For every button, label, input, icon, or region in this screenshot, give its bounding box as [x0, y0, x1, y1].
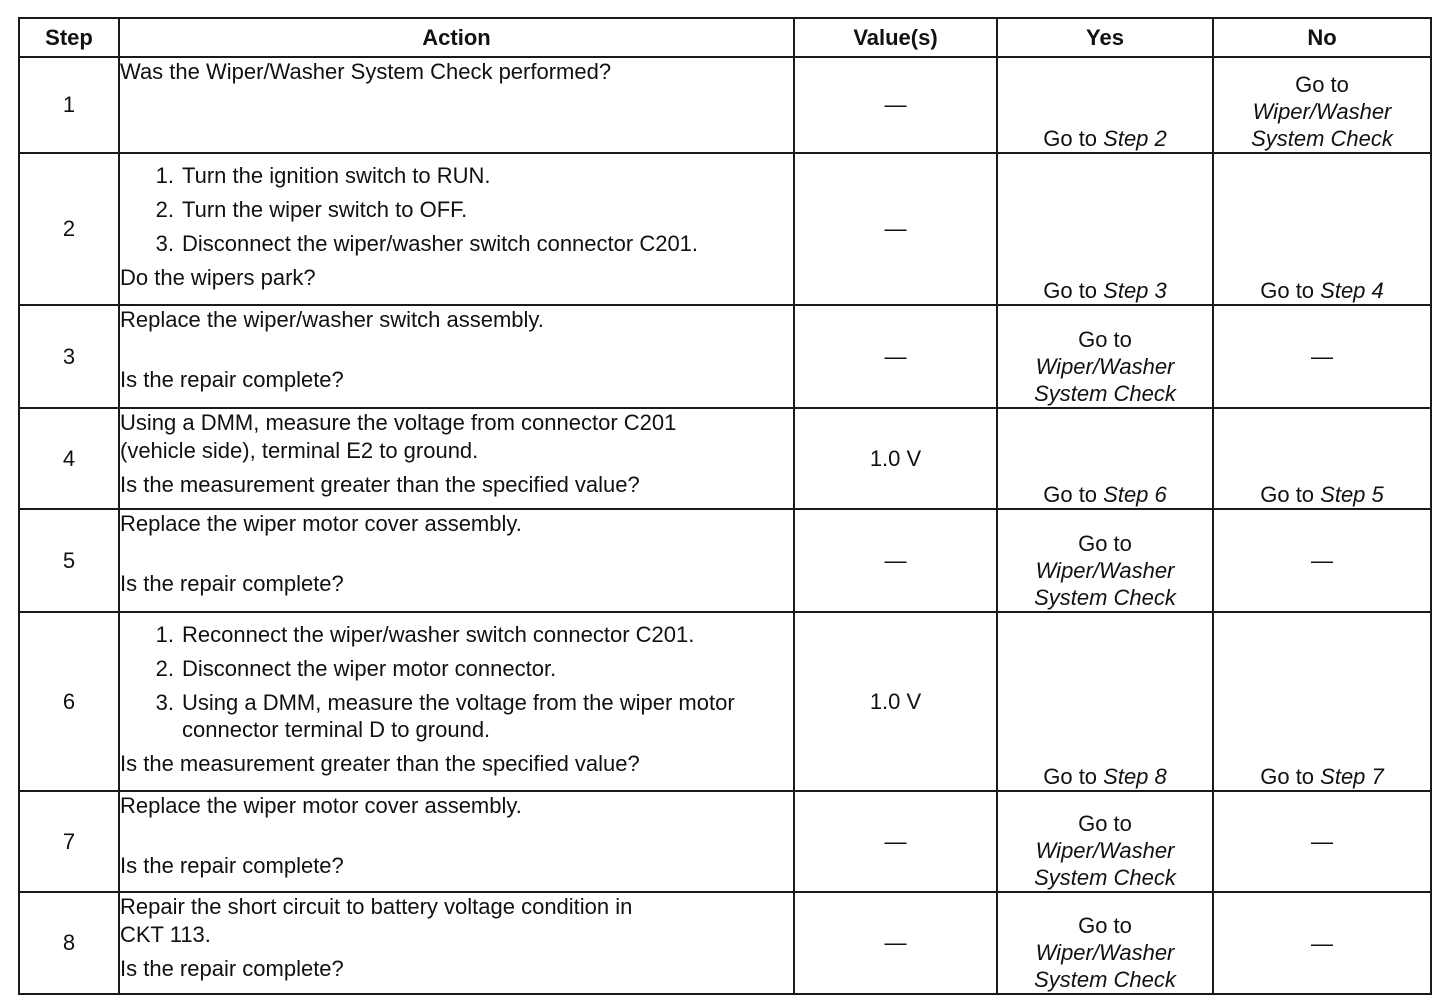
- action-cell: [119, 305, 794, 408]
- action-cell: [119, 892, 794, 994]
- question-text: Is the repair complete?: [120, 367, 344, 392]
- go-to-prefix: Go to: [1078, 811, 1132, 836]
- action-text: Replace the wiper motor cover assembly.: [120, 511, 522, 536]
- system-check-link[interactable]: System Check: [1034, 967, 1176, 992]
- step-link[interactable]: Step 3: [1103, 278, 1167, 303]
- go-to-prefix: Go to: [1078, 531, 1132, 556]
- yes-cell: [997, 509, 1213, 612]
- no-cell: [1213, 153, 1431, 305]
- substep-list: [120, 621, 793, 743]
- step-number: 4: [19, 408, 119, 509]
- yes-cell: [997, 305, 1213, 408]
- no-cell: —: [1213, 791, 1431, 892]
- header-action: Action: [119, 18, 794, 57]
- list-item: 1. Reconnect the wiper/washer switch connector C201.: [155, 622, 695, 647]
- yes-cell: [997, 153, 1213, 305]
- header-row: [19, 18, 1431, 57]
- header-no: No: [1213, 18, 1431, 57]
- system-check-link[interactable]: Wiper/Washer: [1035, 838, 1175, 863]
- list-item: 2. Turn the wiper switch to OFF.: [155, 197, 468, 222]
- diagnostic-table: [18, 17, 1432, 995]
- step-number: 7: [19, 791, 119, 892]
- no-cell: [1213, 408, 1431, 509]
- action-cell: [119, 57, 794, 153]
- go-to-prefix: Go to: [1078, 327, 1132, 352]
- value-cell: —: [794, 892, 997, 994]
- value-cell: —: [794, 509, 997, 612]
- no-cell: —: [1213, 892, 1431, 994]
- step-link[interactable]: Step 5: [1320, 482, 1384, 507]
- header-yes: Yes: [997, 18, 1213, 57]
- question-text: Is the measurement greater than the specified value?: [120, 472, 640, 497]
- no-cell: —: [1213, 509, 1431, 612]
- action-cell: [119, 509, 794, 612]
- go-to-prefix: Go to: [1043, 126, 1104, 151]
- action-text: (vehicle side), terminal E2 to ground.: [120, 438, 479, 463]
- action-cell: [119, 791, 794, 892]
- table-row: [19, 408, 1431, 509]
- action-text: Using a DMM, measure the voltage from connector C201: [120, 410, 677, 435]
- go-to-prefix: Go to: [1295, 72, 1349, 97]
- table-row: [19, 57, 1431, 153]
- go-to-prefix: Go to: [1078, 913, 1132, 938]
- go-to-prefix: Go to: [1043, 764, 1104, 789]
- table-row: [19, 791, 1431, 892]
- system-check-link[interactable]: System Check: [1034, 865, 1176, 890]
- action-text: Was the Wiper/Washer System Check performed?: [120, 59, 612, 84]
- no-cell: [1213, 57, 1431, 153]
- question-text: Is the measurement greater than the specified value?: [120, 751, 640, 776]
- table-row: [19, 153, 1431, 305]
- system-check-link[interactable]: System Check: [1034, 381, 1176, 406]
- list-item: 3. Disconnect the wiper/washer switch connector C201.: [155, 231, 699, 256]
- table-row: [19, 612, 1431, 791]
- step-number: 1: [19, 57, 119, 153]
- step-link[interactable]: Step 8: [1103, 764, 1167, 789]
- step-link[interactable]: Step 6: [1103, 482, 1167, 507]
- question-text: Is the repair complete?: [120, 853, 344, 878]
- go-to-prefix: Go to: [1260, 764, 1321, 789]
- list-item: 3. Using a DMM, measure the voltage from the wiper motor connector terminal D to ground.: [155, 690, 735, 742]
- system-check-link[interactable]: System Check: [1251, 126, 1393, 151]
- step-link[interactable]: Step 4: [1320, 278, 1384, 303]
- no-cell: —: [1213, 305, 1431, 408]
- table-row: [19, 892, 1431, 994]
- step-link[interactable]: Step 7: [1320, 764, 1384, 789]
- yes-cell: [997, 791, 1213, 892]
- yes-cell: [997, 612, 1213, 791]
- table-row: [19, 509, 1431, 612]
- no-cell: [1213, 612, 1431, 791]
- step-link[interactable]: Step 2: [1103, 126, 1167, 151]
- go-to-prefix: Go to: [1260, 278, 1321, 303]
- action-cell: [119, 408, 794, 509]
- step-number: 6: [19, 612, 119, 791]
- system-check-link[interactable]: Wiper/Washer: [1252, 99, 1392, 124]
- step-number: 3: [19, 305, 119, 408]
- yes-cell: [997, 408, 1213, 509]
- system-check-link[interactable]: Wiper/Washer: [1035, 940, 1175, 965]
- value-cell: 1.0 V: [794, 408, 997, 509]
- action-text: Replace the wiper/washer switch assembly.: [120, 307, 544, 332]
- system-check-link[interactable]: System Check: [1034, 585, 1176, 610]
- value-cell: —: [794, 57, 997, 153]
- value-cell: 1.0 V: [794, 612, 997, 791]
- substep-list: [120, 162, 793, 257]
- system-check-link[interactable]: Wiper/Washer: [1035, 558, 1175, 583]
- action-cell: [119, 612, 794, 791]
- table-row: [19, 305, 1431, 408]
- yes-cell: [997, 57, 1213, 153]
- action-text: Replace the wiper motor cover assembly.: [120, 793, 522, 818]
- action-text: Repair the short circuit to battery voltage condition in: [120, 894, 633, 919]
- list-item: 1. Turn the ignition switch to RUN.: [155, 163, 491, 188]
- action-text: CKT 113.: [120, 922, 211, 947]
- step-number: 2: [19, 153, 119, 305]
- question-text: Is the repair complete?: [120, 956, 344, 981]
- question-text: Is the repair complete?: [120, 571, 344, 596]
- question-text: Do the wipers park?: [120, 265, 316, 290]
- go-to-prefix: Go to: [1260, 482, 1321, 507]
- value-cell: —: [794, 305, 997, 408]
- system-check-link[interactable]: Wiper/Washer: [1035, 354, 1175, 379]
- value-cell: —: [794, 153, 997, 305]
- action-cell: [119, 153, 794, 305]
- header-step: Step: [19, 18, 119, 57]
- step-number: 8: [19, 892, 119, 994]
- list-item: 2. Disconnect the wiper motor connector.: [155, 656, 557, 681]
- value-cell: —: [794, 791, 997, 892]
- yes-cell: [997, 892, 1213, 994]
- go-to-prefix: Go to: [1043, 278, 1104, 303]
- go-to-prefix: Go to: [1043, 482, 1104, 507]
- header-values: Value(s): [794, 18, 997, 57]
- step-number: 5: [19, 509, 119, 612]
